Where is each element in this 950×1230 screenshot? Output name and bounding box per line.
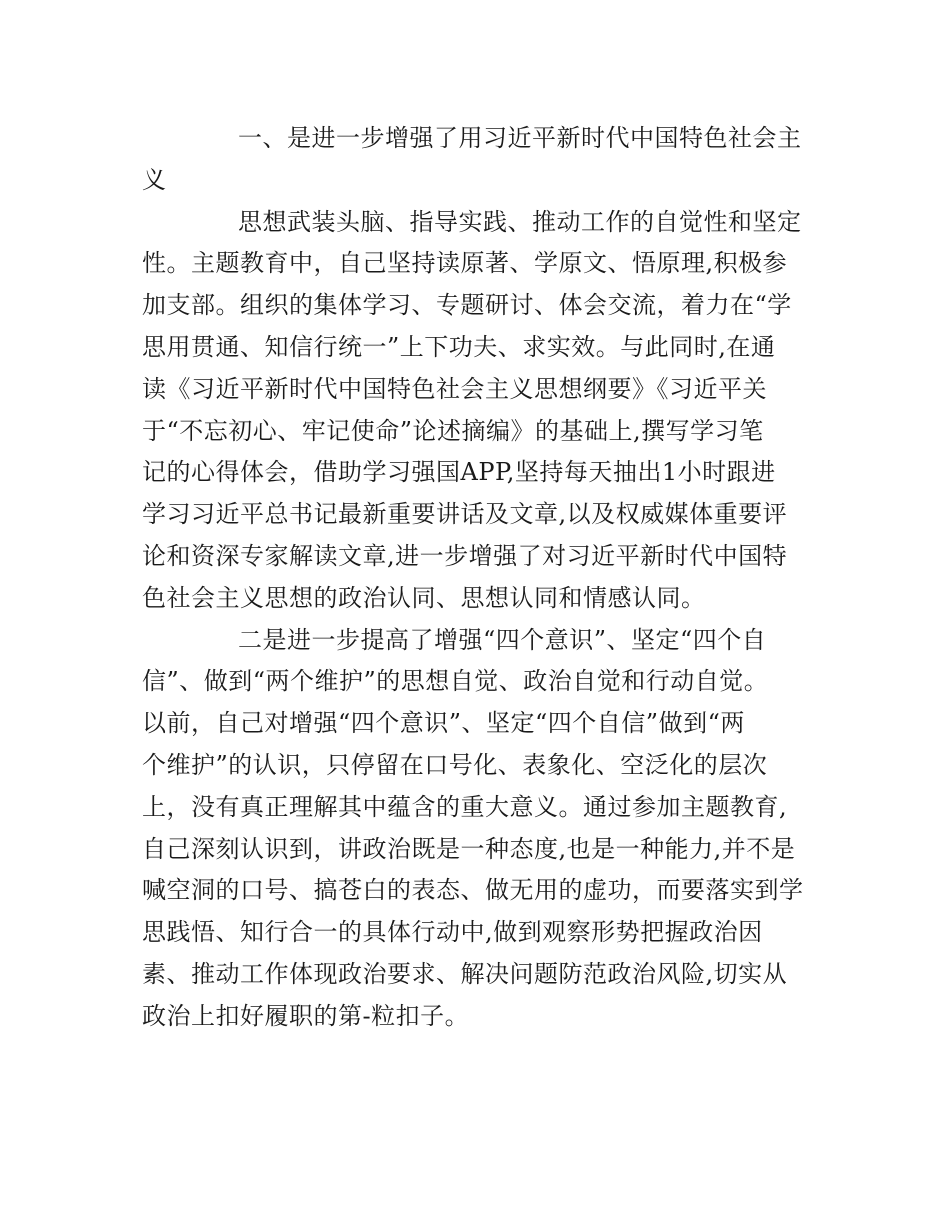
text-line: 思用贯通、知信行统一”上下功夫、求实效。与此同时,在通 (142, 332, 776, 361)
text-line: 个维护”的认识，只停留在口号化、表象化、空泛化的层次 (142, 750, 768, 779)
paragraph-heading-one (142, 118, 810, 202)
text-line: 论和资深专家解读文章,进一步增强了对习近平新时代中国特 (142, 541, 788, 570)
text-line: 素、推动工作体现政治要求、解决问题防范政治风险,切实从 (142, 959, 788, 988)
paragraph-study-thought (142, 202, 810, 620)
document-body (142, 118, 810, 1038)
text-line: 色社会主义思想的政治认同、思想认同和情感认同。 (142, 583, 706, 612)
text-line: 自己深刻认识到，讲政治既是一种态度,也是一种能力,并不是 (142, 834, 796, 863)
text-line: 一、是进一步增强了用习近平新时代中国特色社会主 (238, 124, 802, 152)
text-line: 思践悟、知行合一的具体行动中,做到观察形势把握政治因 (142, 918, 763, 947)
text-line: 于“不忘初心、牢记使命”论述摘编》的基础上,撰写学习笔 (142, 416, 764, 445)
text-line: 二是进一步提高了增强“四个意识”、坚定“四个自 (238, 625, 767, 654)
paragraph-heading-two (142, 620, 810, 1038)
text-line: 喊空洞的口号、搞苍白的表态、做无用的虚功，而要落实到学 (142, 876, 804, 905)
text-line: 性。主题教育中，自己坚持读原著、学原文、悟原理,积极参 (142, 249, 788, 278)
text-line: 信”、做到“两个维护”的思想自觉、政治自觉和行动自觉。 (142, 667, 769, 696)
text-line: 以前，自己对增强“四个意识”、坚定“四个自信”做到“两 (142, 709, 745, 738)
text-line: 义 (142, 165, 167, 194)
text-line: 记的心得体会，借助学习强国APP,坚持每天抽出1小时跟进 (142, 458, 776, 487)
text-line: 思想武装头脑、指导实践、推动工作的自觉性和坚定 (238, 207, 802, 236)
text-line: 上，没有真正理解其中蕴含的重大意义。通过参加主题教育, (142, 792, 788, 821)
text-line: 读《习近平新时代中国特色社会主义思想纲要》《习近平关 (142, 374, 767, 403)
text-line: 政治上扣好履职的第-粒扣子。 (142, 1001, 470, 1030)
text-line: 加支部。组织的集体学习、专题研讨、体会交流，着力在“学 (142, 291, 792, 320)
text-line: 学习习近平总书记最新重要讲话及文章,以及权威媒体重要评 (142, 500, 788, 529)
